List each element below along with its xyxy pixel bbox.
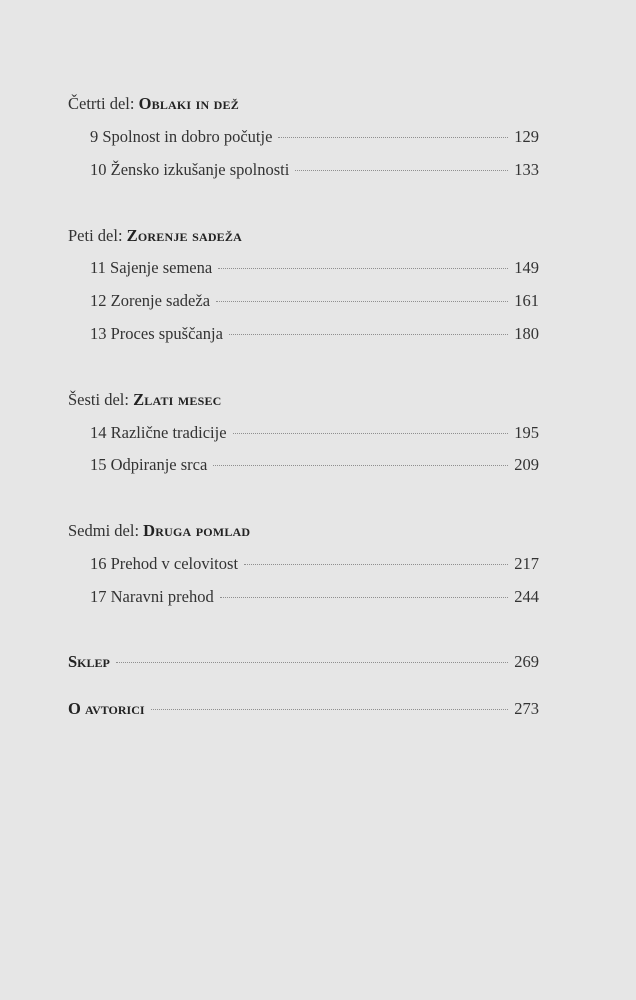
part-prefix: Četrti del: xyxy=(68,94,139,113)
chapter-title: 12 Zorenje sadeža xyxy=(90,291,211,310)
part-prefix: Šesti del: xyxy=(68,390,134,409)
section-title: Sklep xyxy=(68,652,110,671)
page-number: 244 xyxy=(514,587,539,606)
section-title: O avtorici xyxy=(68,699,145,718)
page-number: 273 xyxy=(514,699,539,718)
page-number: 217 xyxy=(514,554,539,573)
chapter-title: 13 Proces spuščanja xyxy=(90,324,223,343)
dot-leader xyxy=(229,334,508,335)
dot-leader xyxy=(151,709,509,710)
chapter-title: 10 Žensko izkušanje spolnosti xyxy=(90,160,290,179)
dot-leader xyxy=(116,662,508,663)
toc-entry[interactable] xyxy=(90,258,539,278)
part-prefix: Sedmi del: xyxy=(68,521,144,540)
page-number: 180 xyxy=(514,324,539,343)
part-heading xyxy=(68,94,239,114)
dot-leader xyxy=(244,564,508,565)
toc-entry[interactable] xyxy=(90,291,539,311)
part-title: Zlati mesec xyxy=(133,390,222,409)
chapter-title: 17 Naravni prehod xyxy=(90,587,214,606)
toc-entry-closing[interactable] xyxy=(68,652,539,672)
page-number: 195 xyxy=(514,423,539,442)
part-heading xyxy=(68,226,242,246)
dot-leader xyxy=(295,170,508,171)
dot-leader xyxy=(213,465,508,466)
toc-entry[interactable] xyxy=(90,127,539,147)
toc-entry[interactable] xyxy=(90,587,539,607)
part-prefix: Peti del: xyxy=(68,226,127,245)
chapter-title: 15 Odpiranje srca xyxy=(90,455,208,474)
dot-leader xyxy=(233,433,509,434)
dot-leader xyxy=(278,137,508,138)
toc-entry[interactable] xyxy=(90,423,539,443)
part-title: Druga pomlad xyxy=(143,521,251,540)
page-number: 133 xyxy=(514,160,539,179)
page-number: 209 xyxy=(514,455,539,474)
page-number: 149 xyxy=(514,258,539,277)
dot-leader xyxy=(216,301,508,302)
part-title: Zorenje sadeža xyxy=(126,226,242,245)
toc-entry[interactable] xyxy=(90,554,539,574)
page-number: 129 xyxy=(514,127,539,146)
chapter-title: 14 Različne tradicije xyxy=(90,423,227,442)
toc-entry[interactable] xyxy=(90,455,539,475)
dot-leader xyxy=(220,597,509,598)
chapter-title: 16 Prehod v celovitost xyxy=(90,554,239,573)
part-heading xyxy=(68,390,222,410)
dot-leader xyxy=(218,268,508,269)
part-title: Oblaki in dež xyxy=(138,94,239,113)
chapter-title: 9 Spolnost in dobro počutje xyxy=(90,127,273,146)
toc-entry-closing[interactable] xyxy=(68,699,539,719)
toc-entry[interactable] xyxy=(90,160,539,180)
page-number: 269 xyxy=(514,652,539,671)
part-heading xyxy=(68,521,250,541)
toc-entry[interactable] xyxy=(90,324,539,344)
chapter-title: 11 Sajenje semena xyxy=(90,258,213,277)
page-number: 161 xyxy=(514,291,539,310)
